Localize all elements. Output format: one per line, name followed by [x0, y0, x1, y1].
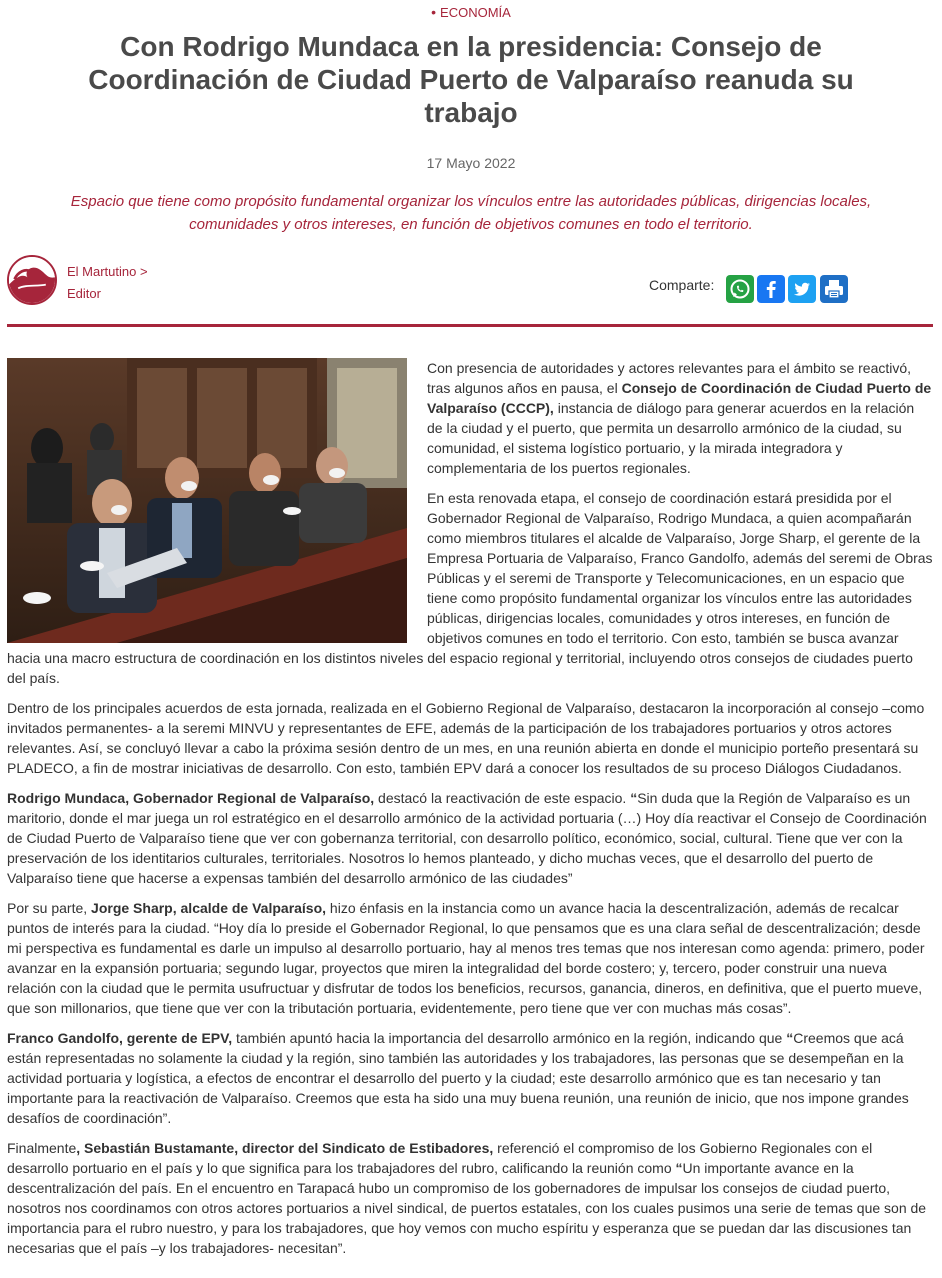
category-text[interactable]: ECONOMÍA [440, 5, 511, 20]
paragraph-5 [7, 898, 933, 1018]
text-span: Por su parte, [7, 900, 92, 916]
header-divider [7, 324, 933, 327]
bold-span: Rodrigo Mundaca, Gobernador Regional de Valparaíso, [7, 790, 375, 806]
text-span: Creemos que acá están representadas no solamente la ciudad y la región, sino también las autoridades y los trabajadores, las personas que se desempeñan en la actividad portuaria y logística, a efectos de encontrar el desarrollo del puerto y la ciudad; este desarrollo armónico que es tan necesario y tan importante para la reactivación de Valparaíso. Creemos que esta ha sido una muy buena reunión, una reunión de inicio, que nos impone grandes desafíos de coordinación”. [7, 1030, 909, 1126]
paragraph-7 [7, 1138, 933, 1258]
text-span: referenció el compromiso de los Gobierno Regionales con el desarrollo portuario en el país y lo que significa para los trabajadores del rubro, calificando la reunión como [7, 1140, 873, 1176]
meeting-photo-image [7, 358, 407, 643]
quote-mark: “ [675, 1160, 683, 1176]
text-span: destacó la reactivación de este espacio. [374, 790, 631, 806]
wave-logo-icon[interactable] [7, 255, 57, 305]
print-icon[interactable] [820, 275, 848, 303]
text-span: Finalmente [7, 1140, 77, 1156]
text-span: también apuntó hacia la importancia del desarrollo armónico en la región, indicando que [232, 1030, 787, 1046]
text-span: Un importante avance en la descentralización del país. En el encuentro en Tarapacá hubo un compromiso de los gobernadores de impulsar los consejos de ciudad puerto, nosotros nos coordinamos con otros actores portuarios a nivel sindical, de puertos estatales, con los cuales pusimos una serie de temas que son de importancia para el rubro nuestro, y para los trabajadores, que hoy vemos con mucho espíritu y esperanza que se puedan dar las discusiones tan necesarias que el país –y los trabajadores- necesitan”. [7, 1160, 927, 1256]
facebook-icon[interactable] [757, 275, 785, 303]
text-span: Sin duda que la Región de Valparaíso es un maritorio, donde el mar juega un rol estratégico en el desarrollo armónico de la actividad portuaria (…) Hoy día reactivar el Consejo de Coordinación de Ciudad Puerto de Valparaíso tiene que ver con gobernanza territorial, con desarrollo político, económico, social, cultural. Tiene que ver con la preservación de los identitarios culturales, territoriales. Nosotros lo hemos planteado, y dicho muchas veces, que el desarrollo del puerto de Valparaíso tiene que hacerse a expensas también del desarrollo armónico de las ciudades” [7, 790, 927, 886]
article-subtitle: Espacio que tiene como propósito fundamental organizar los vínculos entre las autoridades públicas, dirigencias locales, comunidades y otros intereses, en función de objetivos comunes en todo el territorio. [70, 193, 872, 233]
article-body [7, 358, 933, 1268]
bold-span: Franco Gandolfo, gerente de EPV, [7, 1030, 233, 1046]
category-label[interactable] [0, 4, 942, 20]
article-photo [7, 358, 407, 643]
paragraph-4 [7, 788, 933, 888]
paragraph-6 [7, 1028, 933, 1128]
quote-mark: “ [630, 790, 638, 806]
paragraph-2: En esta renovada etapa, el consejo de coordinación estará presidida por el Gobernador Regional de Valparaíso, Rodrigo Mundaca, a quien acompañarán como miembros titulares el alcalde de Valparaíso, Jorge Sharp, el gerente de la Empresa Portuaria de Valparaíso, Franco Gandolfo, además del seremi de Obras Públicas y el seremi de Transporte y Telecomunicaciones, en un espacio que tiene como propósito fundamental organizar los vínculos entre las autoridades públicas, dirigencias locales, comunidades y otros intereses, en función de objetivos comunes en todo el territorio. Con esto, también se busca avanzar hacia una macro estructura de coordinación en los distintos niveles del espacio regional y territorial, incluyendo otros consejos de ciudades puerto del país. [7, 490, 933, 686]
bold-span: Consejo de Coordinación de Ciudad Puerto de Valparaíso (CCCP), [427, 380, 932, 416]
paragraph-3: Dentro de los principales acuerdos de esta jornada, realizada en el Gobierno Regional de Valparaíso, destacaron la incorporación al consejo –como invitados permanentes- a la seremi MINVU y representantes de EFE, además de la participación de los trabajadores portuarios y otros actores relevantes. Así, se concluyó llevar a cabo la próxima sesión dentro de un mes, en una reunión abierta en donde el municipio porteño presentará su PLADECO, a fin de mostrar iniciativas de desarrollo. Con esto, también EPV dará a conocer los resultados de su proceso Diálogos Ciudadanos. [7, 700, 925, 776]
category-dot: • [431, 4, 437, 20]
quote-mark: “ [786, 1030, 794, 1046]
twitter-icon[interactable] [788, 275, 816, 303]
share-label: Comparte: [649, 277, 715, 293]
publish-date: 17 Mayo 2022 [426, 155, 516, 171]
bold-span: , Sebastián Bustamante, director del Sindicato de Estibadores, [76, 1140, 494, 1156]
author-name-link[interactable]: El Martutino > [67, 264, 148, 279]
text-span: hizo énfasis en la instancia como un avance hacia la descentralización, además de recalcar puntos de interés para la ciudad. “Hoy día lo preside el Gobernador Regional, lo que pensamos que es una clara señal de descentralización; desde mi perspectiva es fundamental es darle un impulso al desarrollo portuario, hay al menos tres temas que nos interesan como agenda: primero, poder avanzar en la expansión portuaria; segundo lugar, proyectos que miren la integralidad del borde costero; y, tercero, poder construir una nueva relación con la ciudad que le permita usufructuar y disfrutar de todos los beneficios, recursos, ganancia, dineros, en definitiva, que el puerto mueve, que son millonarios, que tiene que ver con la tributación portuaria, evidentemente, pero tiene que ver con muchas más cosas”. [7, 900, 925, 1016]
text-span: instancia de diálogo para generar acuerdos en la relación de la ciudad y el puerto, que permita un desarrollo armónico de la ciudad, su comunidad, el sistema logístico portuario, y la mirada integradora y complementaria de los puertos regionales. [427, 400, 915, 476]
whatsapp-icon[interactable] [726, 275, 754, 303]
author-role: Editor [67, 286, 101, 301]
text-span: Con presencia de autoridades y actores relevantes para el ámbito se reactivó, tras algunos años en pausa, el [427, 360, 912, 396]
article-title: Con Rodrigo Mundaca en la presidencia: Consejo de Coordinación de Ciudad Puerto de Valparaíso reanuda su trabajo [88, 31, 854, 128]
bold-span: Jorge Sharp, alcalde de Valparaíso, [91, 900, 327, 916]
